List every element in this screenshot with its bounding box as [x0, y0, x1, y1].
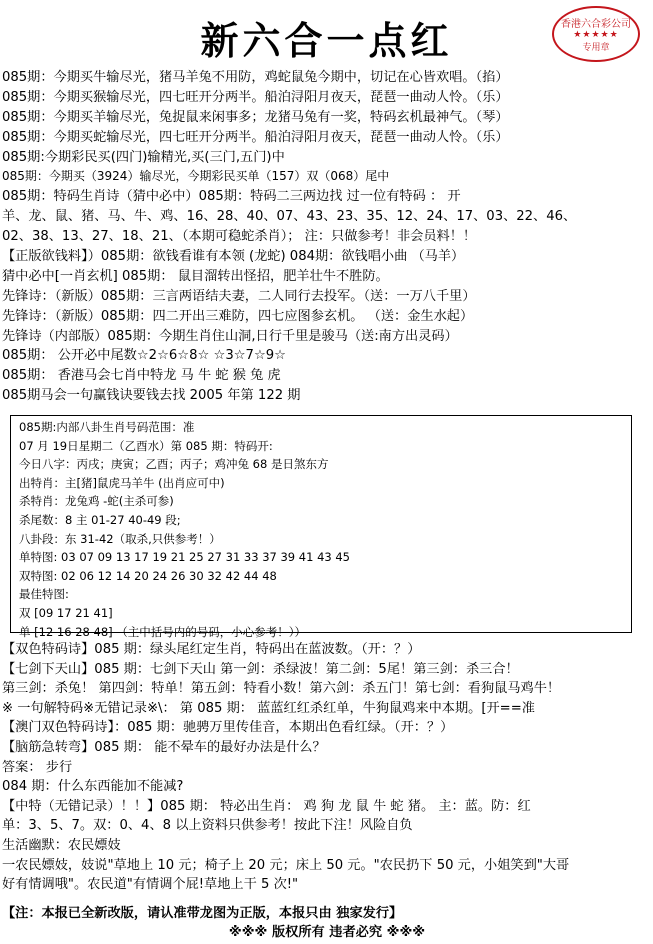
box-line: 双特图: 02 06 12 14 20 24 26 30 32 42 44 48 — [19, 568, 277, 583]
text-line: 085期： 公开必中尾数☆2☆6☆8☆ ☆3☆7☆9☆ — [2, 348, 286, 364]
text-line: 085期:今期彩民买(四门)输精光,买(三门,五门)中 — [2, 149, 285, 165]
box-line: 出特肖：主[猪]鼠虎马羊牛 (出肖应可中) — [19, 475, 225, 490]
text-line: 【中特（无错记录）！！】085 期： 特必出生肖： 鸡 狗 龙 鼠 牛 蛇 猪。 主：蓝。防：红 — [2, 798, 531, 814]
box-line: 今日八字：丙戌；庚寅；乙酉；丙子；鸡冲兔 68 是日煞东方 — [19, 457, 329, 472]
text-line: 【正版欲钱料】）085期：欲钱看谁有本领 (龙蛇) 084期：欲钱唱小曲 （马羊） — [2, 249, 465, 265]
text-line: 085期： 香港马会七肖中特龙 马 牛 蛇 猴 兔 虎 — [2, 368, 281, 384]
footer-notice: 【注：本报已全新改版，请认准带龙图为正版，本报只由 独家发行】 — [2, 906, 403, 921]
text-line: 【七剑下天山】085 期：七剑下天山 第一剑：杀绿波！第二剑：5尾！第三剑：杀三合！ — [2, 661, 519, 677]
text-line: 生活幽默：农民嫖妓 — [2, 837, 121, 853]
text-line: 【脑筋急转弯】085 期： 能不晕车的最好办法是什么？ — [2, 739, 326, 755]
text-line: 先锋诗：（新版）085期：三言两语结夫妻，二人同行去投军。（送：一万八千里） — [2, 288, 476, 304]
text-line: 085期：今期买牛输尽光，猪马羊兔不用防，鸡蛇鼠兔今期中，切记在心皆欢唱。（掐） — [2, 70, 509, 85]
text-line: 085期马会一句赢钱诀要钱去找 2005 年第 122 期 — [2, 388, 301, 404]
text-line: 084 期：什么东西能加不能减? — [2, 779, 184, 795]
box-line: 杀特肖：龙兔鸡 -蛇(主杀可参) — [19, 494, 174, 509]
text-line: 【双色特码诗】085 期：绿头尾红定生肖，特码出在蓝波数。（开：？） — [2, 642, 421, 657]
text-line: 085期：今期买（3924）输尽光，今期彩民买单（157）双（068）尾中 — [2, 169, 390, 184]
text-line: 先锋诗（内部版）085期：今期生肖住山洞,日行千里是骏马（送:南方出灵码） — [2, 328, 458, 344]
box-line: 07 月 19日星期二（乙酉水）第 085 期：特码开: — [19, 438, 273, 453]
box-line: 单特图: 03 07 09 13 17 19 21 25 27 31 33 37 39 41 43 45 — [19, 550, 350, 565]
text-line: 085期：今期买猴输尽光，四七旺开分两半。船泊浔阳月夜天，琵琶一曲动人怜。（乐） — [2, 89, 509, 105]
box-line: 八卦段：东 31-42（取杀,只供参考！） — [19, 531, 221, 546]
text-line: 猜中必中[一肖玄机] 085期： 鼠目溜转出怪招，肥羊壮牛不胜防。 — [2, 268, 389, 284]
text-line: 单：3、5、7。双：0、4、8 以上资料只供参考！按此下注！风险自负 — [2, 818, 413, 834]
box-line: 最佳特图: — [19, 587, 69, 602]
text-line: 【澳门双色特码诗】：085 期：驰骋万里传佳音，本期出色看红绿。（开：？） — [2, 720, 454, 736]
text-line: 085期：特码生肖诗（猜中必中）085期：特码二三两边找 过一位有特码 ： 开 — [2, 189, 461, 205]
seal-text: 香港六合彩公司 — [561, 19, 631, 30]
text-line: 02、38、13、27、18、21、（本期可稳蛇杀肖）； 注：只做参考！非会员料！！ — [2, 229, 477, 245]
seal-stars: ★★★★★ — [573, 30, 619, 40]
text-line: 好有情调哦"。农民道"有情调个屁!草地上干 5 次!" — [2, 877, 299, 893]
box-line: 单 [12 16 28 48] （主中括号内的号码，小心参考！）） — [19, 624, 307, 639]
box-line: 085期:内部八卦生肖号码范围：准 — [19, 420, 195, 434]
text-line: ※ 一句解特码※无错记录※\： 第 085 期： 蓝蓝红红杀红单，牛狗鼠鸡来中本期。[开==准 — [2, 700, 535, 716]
footer-copyright: ※※※ 版权所有 违者必究 ※※※ — [228, 925, 426, 940]
text-line: 先锋诗：（新版）085期：四二开出三难防，四七应图参玄机。 （送：金生水起） — [2, 308, 474, 324]
official-seal — [552, 6, 640, 62]
text-line: 羊、龙、鼠、猪、马、牛、鸡、16、28、40、07、43、23、35、12、24、17、03、22、46、 — [2, 209, 577, 225]
box-line: 双 [09 17 21 41] — [19, 605, 113, 620]
page-title: 新六合一点红 — [200, 18, 453, 63]
seal-subtext: 专用章 — [582, 43, 610, 53]
text-line: 085期：今期买蛇输尽光，四七旺开分两半。船泊浔阳月夜天，琵琶一曲动人怜。（乐） — [2, 129, 509, 145]
box-line: 杀尾数：8 主 01-27 40-49 段; — [19, 512, 181, 527]
bagua-info-box — [10, 415, 632, 639]
text-line: 一农民嫖妓，妓说"草地上 10 元；椅子上 20 元；床上 50 元。"农民扔下 50 元，小姐笑到"大哥 — [2, 857, 570, 873]
text-line: 085期：今期买羊输尽光，兔捉鼠来闲事多；龙猪马兔有一奖，特码玄机最神气。（琴） — [2, 109, 509, 125]
footer — [2, 904, 652, 942]
text-line: 第三剑：杀兔！ 第四剑：特单！第五剑：特看小数！第六剑：杀五门！第七剑：看狗鼠马鸡牛！ — [2, 681, 561, 697]
text-line: 答案： 步行 — [2, 759, 73, 775]
prediction-lines — [2, 68, 652, 406]
bottom-lines — [2, 640, 652, 895]
